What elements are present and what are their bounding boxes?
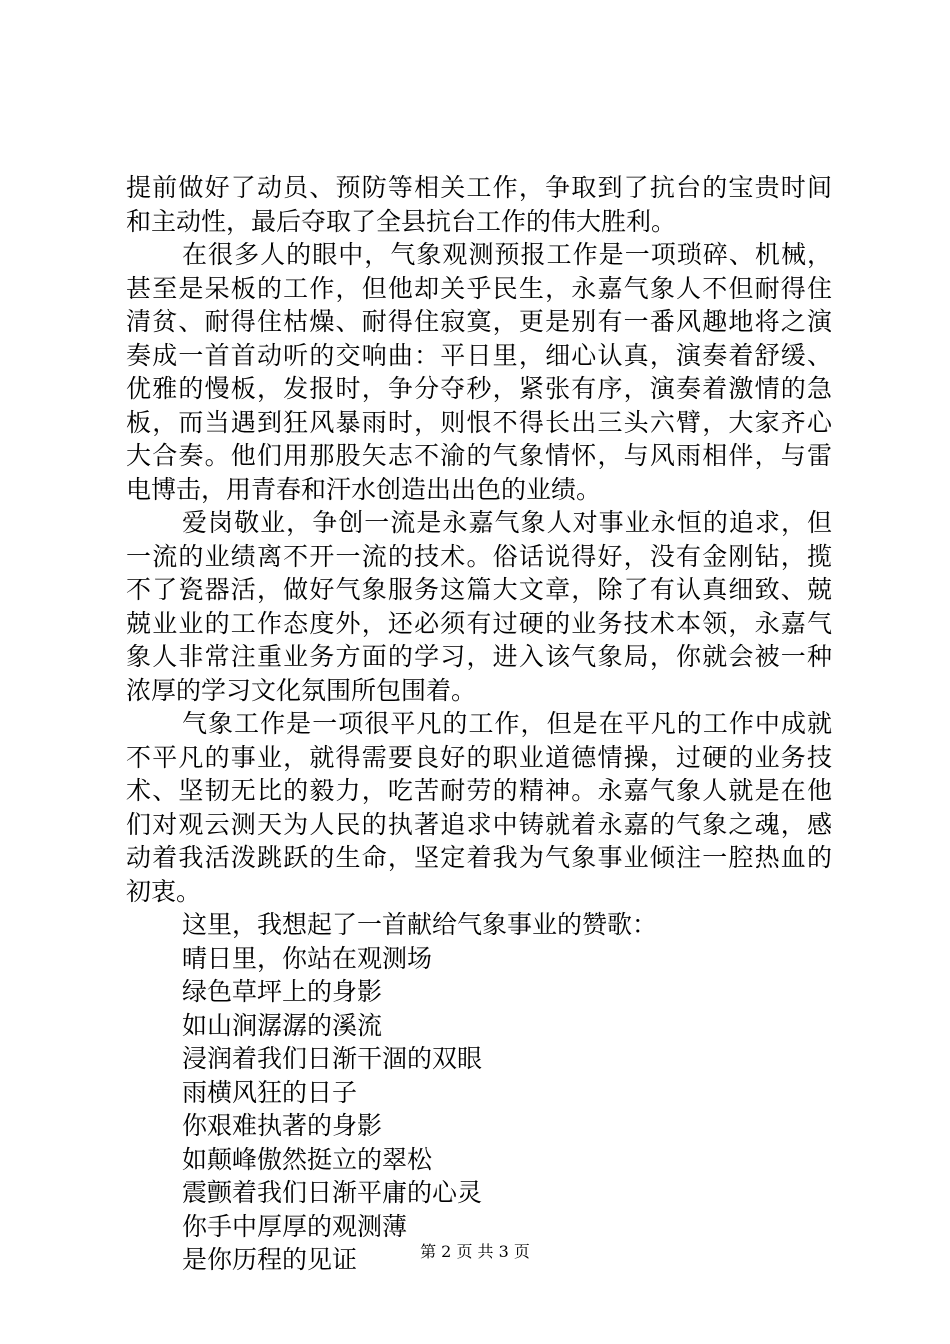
paragraph-line: 象人非常注重业务方面的学习，进入该气象局，你就会被一种 (126, 642, 832, 671)
paragraph-line: 不平凡的事业，就得需要良好的职业道德情操，过硬的业务技 (126, 742, 832, 772)
paragraph-line: 大合奏。他们用那股矢志不渝的气象情怀，与风雨相伴，与雷 (126, 441, 832, 470)
poem-line: 你艰难执著的身影 (182, 1111, 383, 1140)
paragraph-line: 气象工作是一项很平凡的工作，但是在平凡的工作中成就 (182, 709, 832, 738)
paragraph (126, 707, 832, 908)
paragraph (126, 171, 832, 238)
paragraph (126, 908, 832, 942)
poem-line: 绿色草坪上的身影 (182, 977, 383, 1006)
paragraph-line: 在很多人的眼中，气象观测预报工作是一项琐碎、机械， (182, 240, 832, 269)
paragraph-line: 们对观云测天为人民的执著追求中铸就着永嘉的气象之魂，感 (126, 809, 832, 839)
paragraph-line: 和主动性，最后夺取了全县抗台工作的伟大胜利。 (126, 206, 677, 236)
poem (126, 942, 832, 1277)
poem-line: 雨横风狂的日子 (182, 1077, 358, 1107)
paragraph-line: 优雅的慢板，发报时，争分夺秒，紧张有序，演奏着激情的急 (126, 374, 832, 403)
paragraph-line: 爱岗敬业，争创一流是永嘉气象人对事业永恒的追求，但 (182, 508, 832, 537)
paragraph-line: 动着我活泼跳跃的生命，坚定着我为气象事业倾注一腔热血的 (126, 843, 832, 872)
paragraph-line: 清贫、耐得住枯燥、耐得住寂寞，更是别有一番风趣地将之演 (126, 307, 832, 336)
poem-line: 是你历程的见证 (182, 1245, 358, 1274)
paragraph-line: 兢业业的工作态度外，还必须有过硬的业务技术本领，永嘉气 (126, 608, 832, 638)
page-number: 第 2 页 共 3 页 (420, 1242, 530, 1261)
paragraph (126, 506, 832, 707)
page-body (126, 171, 832, 1277)
poem-line: 浸润着我们日渐干涸的双眼 (182, 1044, 483, 1073)
poem-line: 你手中厚厚的观测薄 (182, 1211, 408, 1241)
paragraph-line: 不了瓷器活，做好气象服务这篇大文章，除了有认真细致、兢 (126, 575, 832, 604)
paragraph (126, 238, 832, 506)
paragraph-line: 板，而当遇到狂风暴雨时，则恨不得长出三头六臂，大家齐心 (126, 407, 832, 437)
paragraph-line: 一流的业绩离不开一流的技术。俗话说得好，没有金刚钻，揽 (126, 541, 832, 571)
poem-line: 如颠峰傲然挺立的翠松 (182, 1144, 433, 1174)
poem-line: 晴日里，你站在观测场 (182, 943, 433, 973)
paragraph-line: 奏成一首首动听的交响曲：平日里，细心认真，演奏着舒缓、 (126, 340, 832, 370)
paragraph-line: 术、坚韧无比的毅力，吃苦耐劳的精神。永嘉气象人就是在他 (126, 776, 832, 805)
paragraph-line: 提前做好了动员、预防等相关工作，争取到了抗台的宝贵时间 (126, 173, 832, 202)
paragraph-line: 甚至是呆板的工作，但他却关乎民生，永嘉气象人不但耐得住 (126, 273, 832, 303)
paragraph-line: 电博击，用青春和汗水创造出出色的业绩。 (126, 474, 602, 504)
paragraph-line: 初衷。 (126, 876, 202, 906)
poem-line: 震颤着我们日渐平庸的心灵 (182, 1178, 483, 1207)
paragraph-line: 这里，我想起了一首献给气象事业的赞歌： (182, 910, 658, 939)
poem-line: 如山涧潺潺的溪流 (182, 1010, 383, 1040)
paragraph-line: 浓厚的学习文化氛围所包围着。 (126, 675, 477, 705)
